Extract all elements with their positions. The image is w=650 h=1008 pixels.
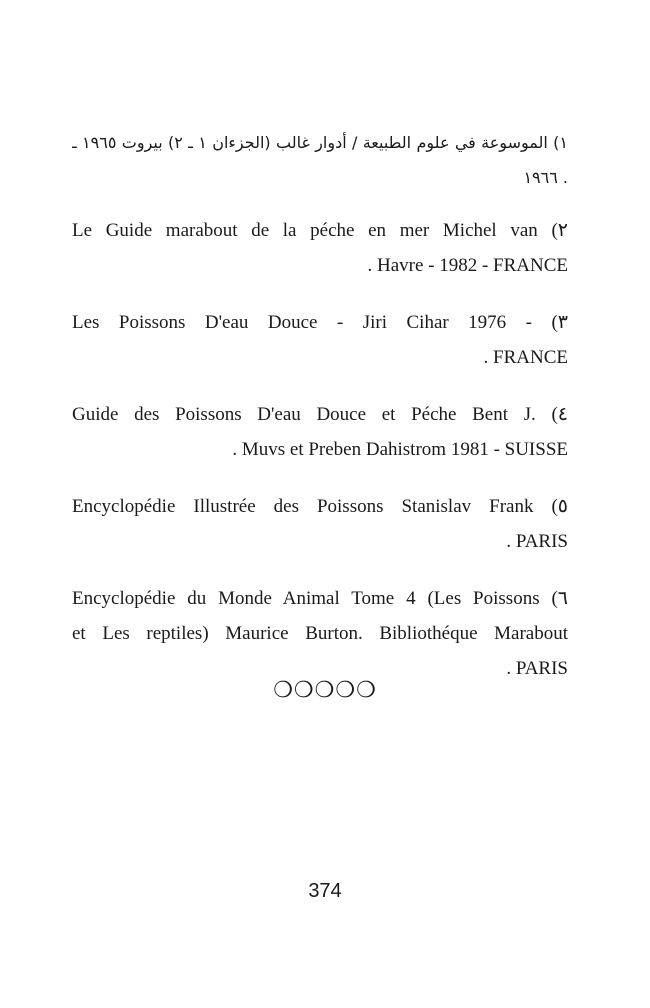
reference-line: . FRANCE — [483, 347, 568, 368]
reference-line: Encyclopédie Illustrée des Poissons Stanislav Frank (٥ — [72, 496, 568, 517]
reference-line: Encyclopédie du Monde Animal Tome 4 (Les Poissons (٦ — [72, 588, 568, 609]
reference-line: et Les reptiles) Maurice Burton. Bibliothéque Marabout — [72, 623, 568, 644]
reference-line: ١) الموسوعة في علوم الطبيعة / أدوار غالب (الجزءان ١ ـ ٢) بيروت ١٩٦٥ ـ — [72, 133, 568, 152]
reference-line: . Havre - 1982 - FRANCE — [367, 255, 568, 276]
reference-line: . ١٩٦٦ — [523, 168, 568, 187]
reference-item-4 — [72, 397, 568, 467]
reference-item-1 — [72, 125, 568, 195]
reference-line: Le Guide marabout de la péche en mer Michel van (٢ — [72, 220, 568, 241]
reference-item-6 — [72, 581, 568, 686]
reference-line: Guide des Poissons D'eau Douce et Péche Bent J. (٤ — [72, 404, 568, 425]
page-number: 374 — [308, 880, 342, 902]
reference-line: . PARIS — [506, 531, 568, 552]
reference-item-5 — [72, 489, 568, 559]
section-end-ornament: ❍❍❍❍❍ — [273, 678, 377, 703]
reference-line: . PARIS — [506, 658, 568, 679]
reference-line: Les Poissons D'eau Douce - Jiri Cihar 1976 - (٣ — [72, 312, 568, 333]
reference-line: . Muvs et Preben Dahistrom 1981 - SUISSE — [232, 439, 568, 460]
reference-item-2 — [72, 213, 568, 283]
reference-list — [72, 125, 568, 708]
reference-item-3 — [72, 305, 568, 375]
